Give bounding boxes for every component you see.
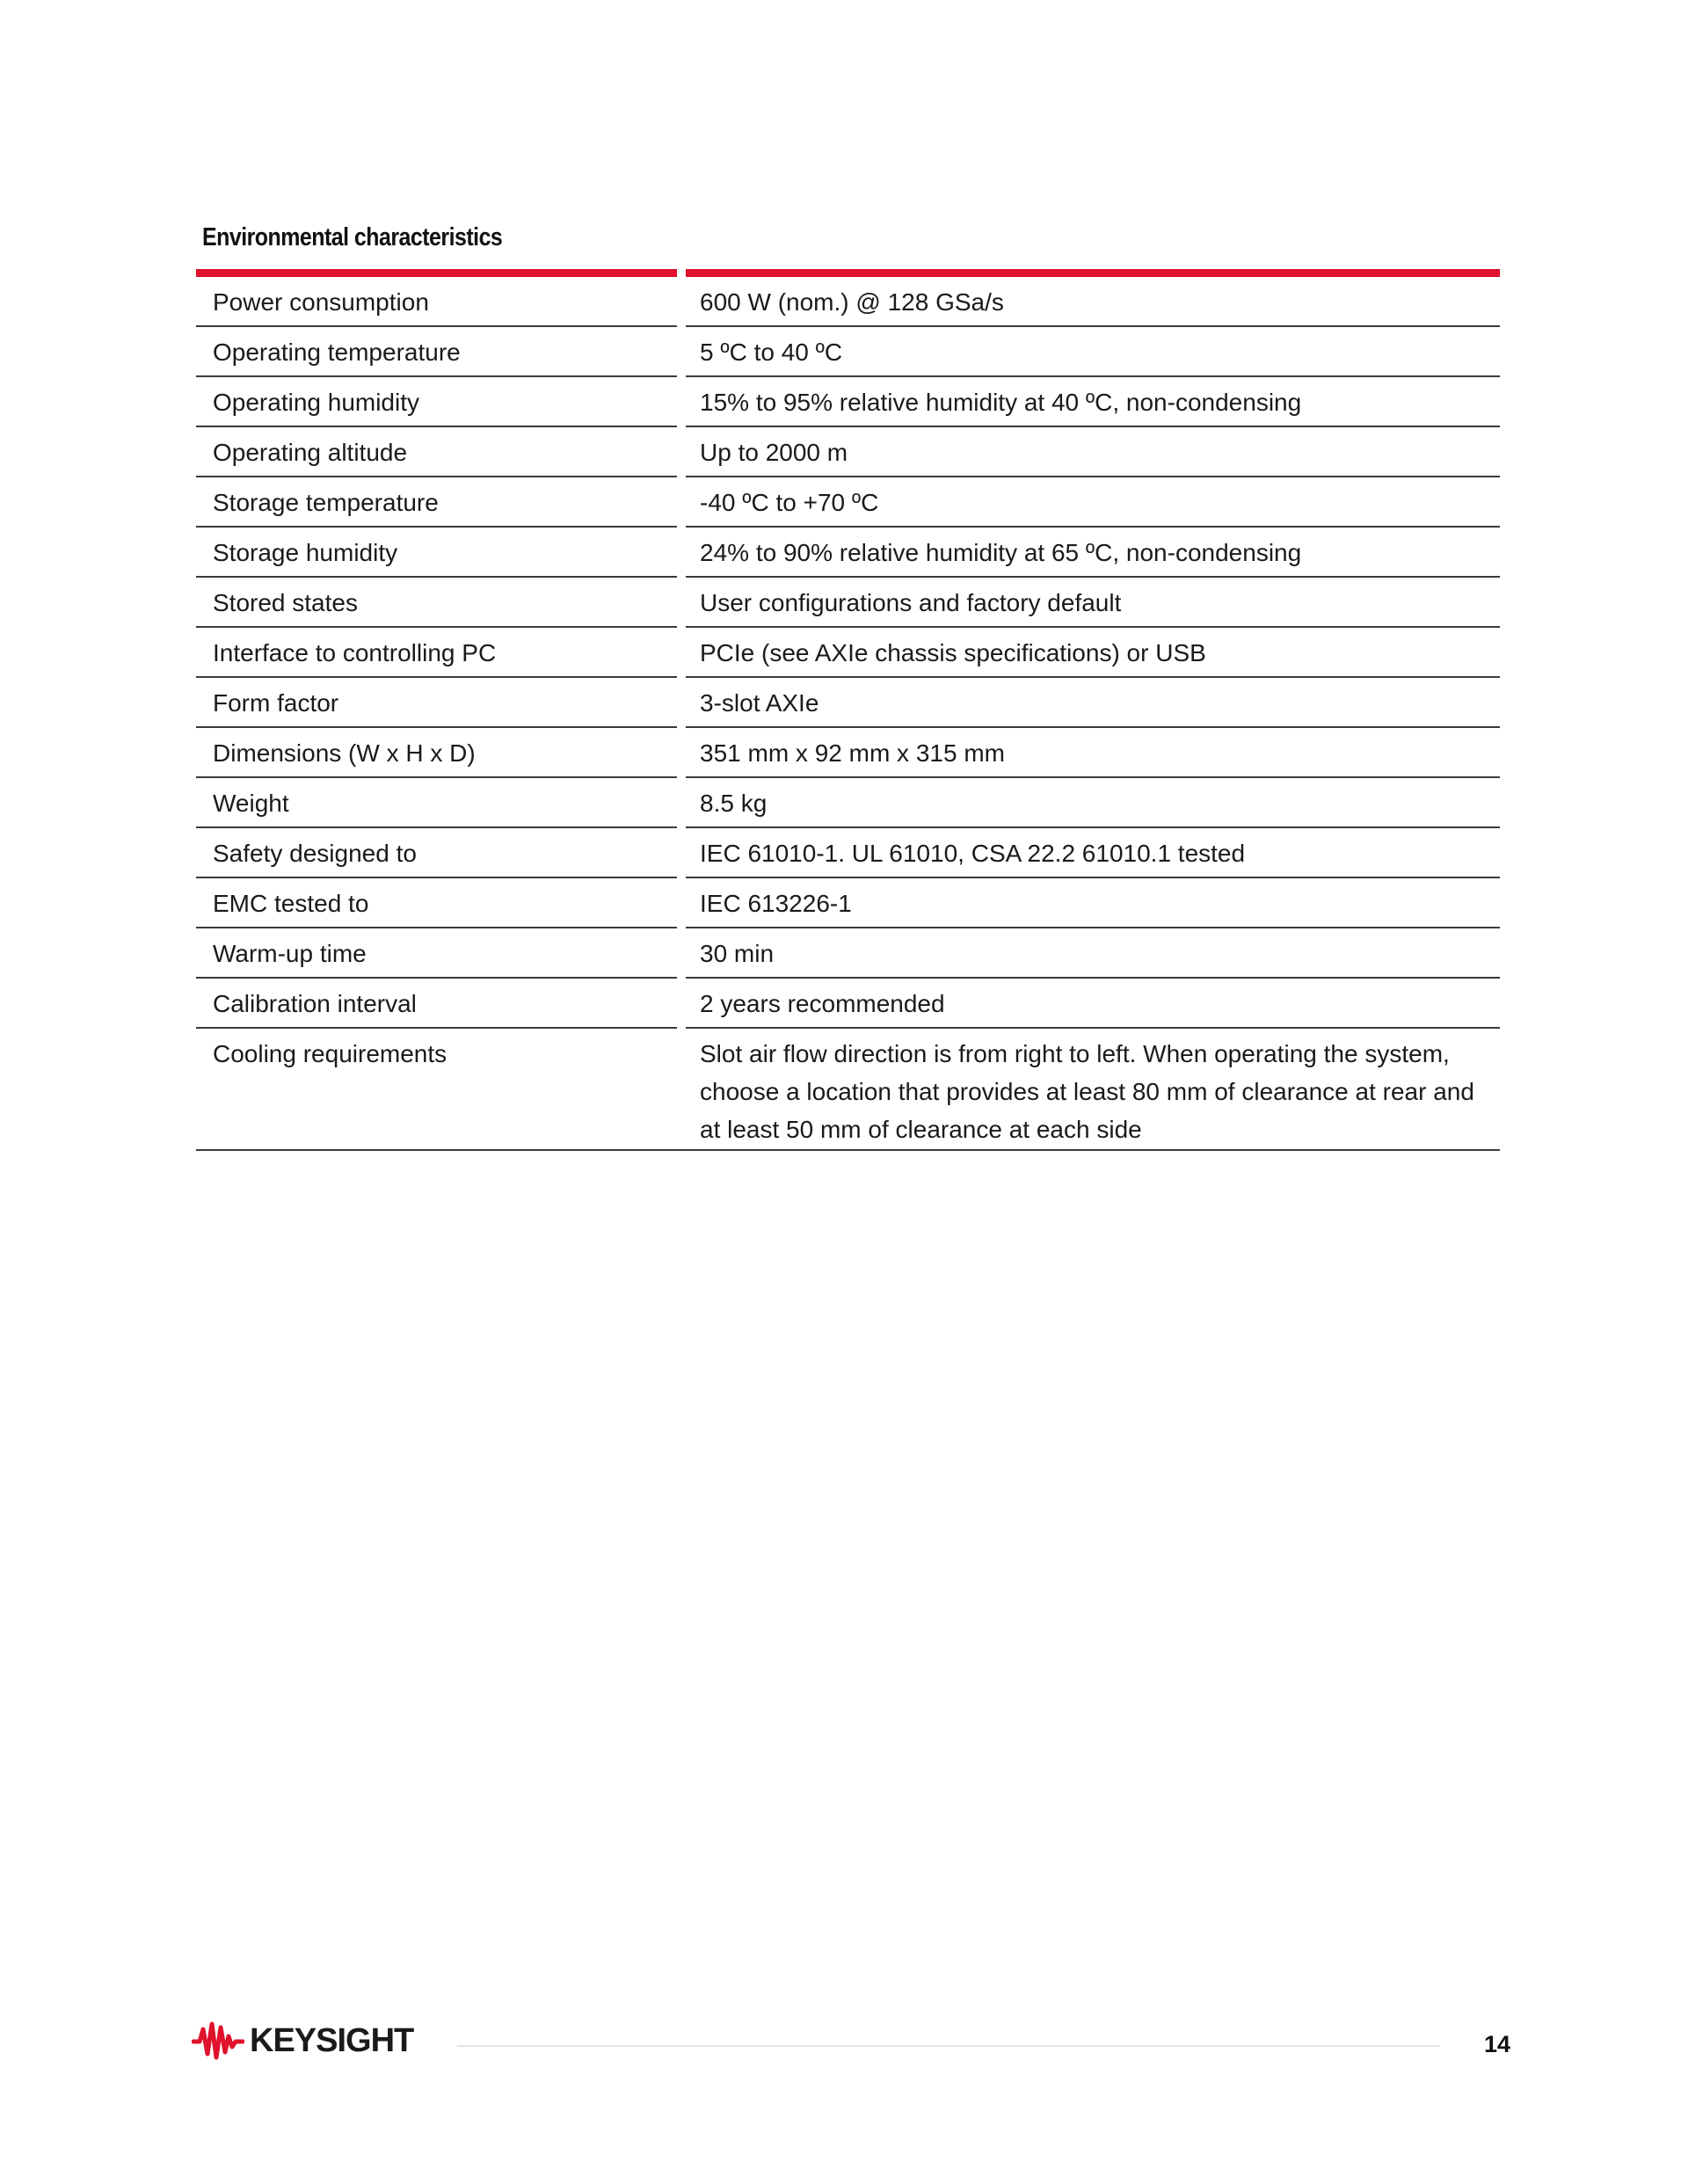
row-value: IEC 613226-1 [686,878,1500,928]
table-row [196,578,1500,628]
row-label: Calibration interval [196,979,677,1029]
table-row [196,928,1500,979]
row-value: 351 mm x 92 mm x 315 mm [686,728,1500,778]
row-value: PCIe (see AXIe chassis specifications) or USB [686,628,1500,678]
table-row [196,878,1500,928]
page-number: 14 [1484,2031,1511,2057]
row-label: EMC tested to [196,878,677,928]
table-row [196,528,1500,578]
row-value: 24% to 90% relative humidity at 65 ºC, non-condensing [686,528,1500,578]
row-value: -40 ºC to +70 ºC [686,477,1500,528]
row-label: Warm-up time [196,928,677,979]
footer-divider [457,2045,1440,2047]
row-value: User configurations and factory default [686,578,1500,628]
brand-name: KEYSIGHT [250,2022,414,2059]
table-row [196,427,1500,477]
row-value: IEC 61010-1. UL 61010, CSA 22.2 61010.1 tested [686,828,1500,878]
row-label: Operating altitude [196,427,677,477]
keysight-wave-icon [192,2020,244,2061]
row-label: Storage temperature [196,477,677,528]
row-value: 5 ºC to 40 ºC [686,327,1500,377]
table-row [196,377,1500,427]
row-value: Up to 2000 m [686,427,1500,477]
row-label: Storage humidity [196,528,677,578]
row-value: 15% to 95% relative humidity at 40 ºC, non-condensing [686,377,1500,427]
row-label: Safety designed to [196,828,677,878]
table-row [196,327,1500,377]
table-row [196,277,1500,327]
row-label: Operating temperature [196,327,677,377]
spec-table [196,269,1500,1151]
table-row [196,678,1500,728]
row-value: 30 min [686,928,1500,979]
row-label: Cooling requirements [213,1040,447,1067]
table-row [196,477,1500,528]
section-title: Environmental characteristics [202,223,503,251]
row-value: Slot air flow direction is from right to left. When operating the system, choose a location that provides at least 80 mm of clearance at rear and at least 50 mm of clearance at each side [700,1040,1474,1143]
row-value: 2 years recommended [686,979,1500,1029]
row-label: Power consumption [196,277,677,327]
row-label: Operating humidity [196,377,677,427]
keysight-logo [192,2020,413,2061]
row-label: Stored states [196,578,677,628]
table-row [196,828,1500,878]
row-label: Form factor [196,678,677,728]
table-row [196,1029,1500,1149]
row-value: 8.5 kg [686,778,1500,828]
row-value: 600 W (nom.) @ 128 GSa/s [686,277,1500,327]
row-label: Interface to controlling PC [196,628,677,678]
table-row [196,728,1500,778]
table-row [196,628,1500,678]
table-row [196,778,1500,828]
table-row [196,979,1500,1029]
row-value: 3-slot AXIe [686,678,1500,728]
row-label: Dimensions (W x H x D) [196,728,677,778]
table-bottom-rule [196,1149,1500,1151]
table-header-bar [196,269,1500,277]
row-label: Weight [196,778,677,828]
